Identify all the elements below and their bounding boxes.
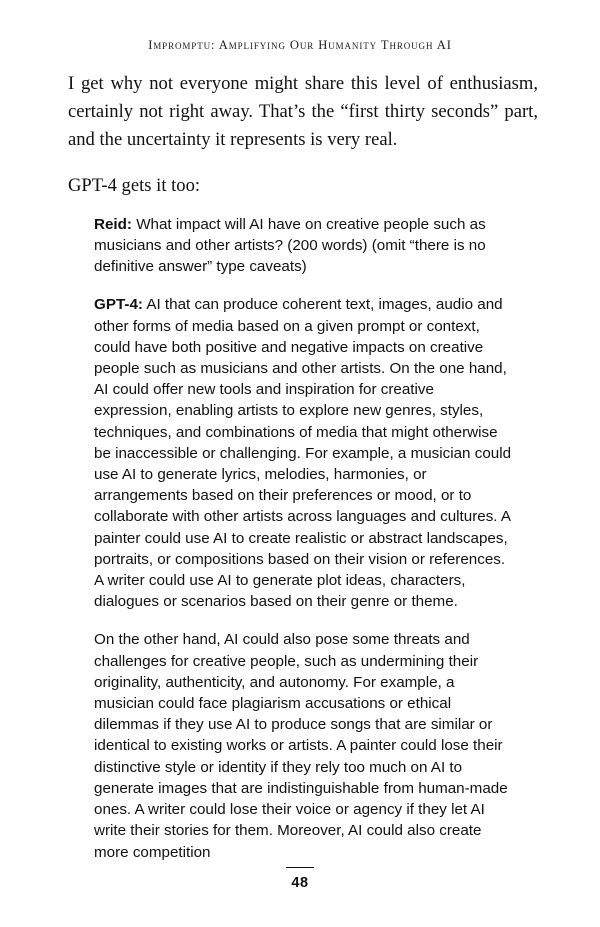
dialogue-text-reid: What impact will AI have on creative people such as musicians and other artists? (200 words) (omit “there is no definitive answer” type caveats) — [94, 215, 486, 276]
dialogue-text-gpt4: AI that can produce coherent text, images, audio and other forms of media based on a given prompt or context, could have both positive and negative impacts on creative people such as musicians and other artists. On the one hand, AI could offer new tools and inspiration for creative expression, enabling artists to explore new genres, styles, techniques, and combinations of media that might otherwise be inaccessible or challenging. For example, a musician could use AI to generate lyrics, melodies, harmonies, or arrangements based on their preferences or mood, or to collaborate with other artists across languages and cultures. A painter could use AI to create realistic or abstract landscapes, portraits, or compositions based on their vision or references. A writer could use AI to generate plot ideas, characters, dialogues or scenarios based on their genre or theme. — [94, 296, 512, 611]
page-number: 48 — [291, 875, 309, 891]
dialogue-text-gpt4-continued: On the other hand, AI could also pose some threats and challenges for creative people, such as undermining their originality, authenticity, and autonomy. For example, a musician could face plagiarism accusations or ethical dilemmas if they use AI to produce songs that are similar or identical to existing works or artists. A painter could lose their distinctive style or identity if they rely too much on AI to generate images that are indistinguishable from human-made ones. A writer could lose their voice or agency if they let AI write their stories for them. Moreover, AI could also create more competition — [94, 631, 508, 861]
footer-divider — [286, 867, 314, 869]
page-footer — [0, 867, 600, 892]
running-head: Impromptu: Amplifying Our Humanity Through AI — [148, 38, 452, 52]
dialogue-entry-reid — [94, 214, 512, 278]
speaker-label-reid: Reid: — [94, 215, 132, 233]
paragraph-lead-in: GPT-4 gets it too: — [68, 174, 201, 196]
speaker-label-gpt4: GPT-4: — [94, 296, 143, 314]
dialogue-entry-gpt4-continued — [94, 629, 512, 862]
paragraph-intro: I get why not everyone might share this level of enthusiasm, certainly not right away. That’s the “first thirty seconds” part, and the uncertainty it represents is very real. — [68, 73, 538, 151]
dialogue-block — [68, 214, 512, 863]
page-content — [68, 70, 538, 863]
dialogue-entry-gpt4 — [94, 294, 512, 612]
